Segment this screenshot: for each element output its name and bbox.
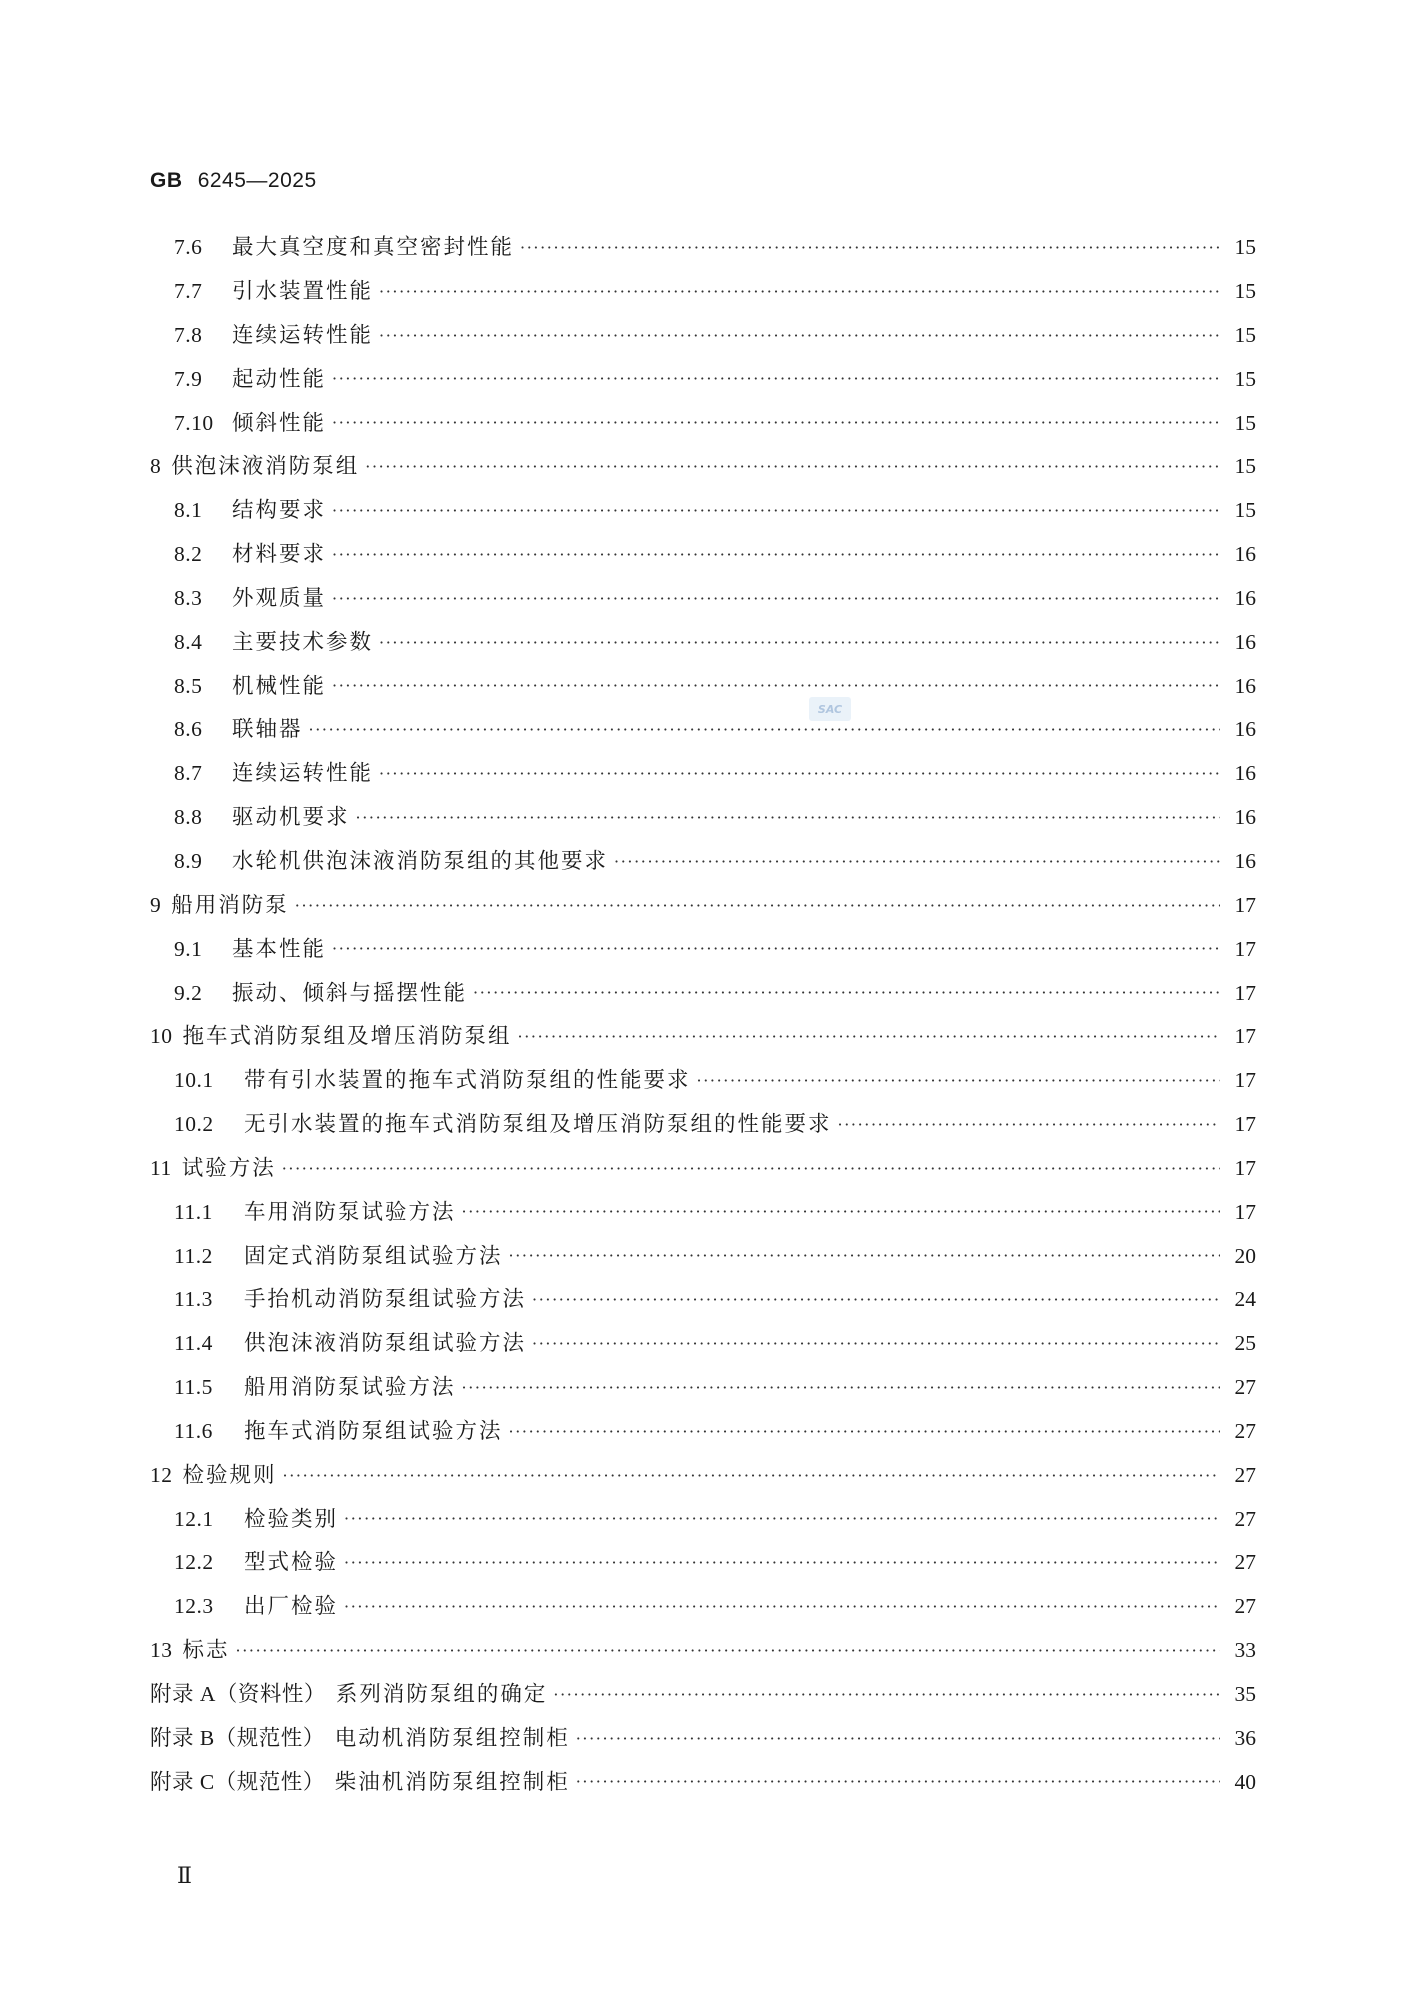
toc-entry-number: 11.1: [174, 1199, 213, 1224]
toc-entry[interactable]: [150, 928, 1256, 972]
toc-entry[interactable]: [150, 577, 1256, 621]
toc-entry-number: 12.2: [174, 1550, 214, 1575]
toc-entry-title: 带有引水装置的拖车式消防泵组的性能要求: [244, 1068, 691, 1094]
toc-entry[interactable]: [150, 796, 1256, 840]
toc-entry-page: 15: [1234, 454, 1256, 479]
toc-entry-title: 拖车式消防泵组试验方法: [244, 1418, 503, 1444]
toc-entry-number: 11.2: [174, 1243, 213, 1268]
toc-dot-leader: [379, 766, 1220, 782]
toc-entry-title: 最大真空度和真空密封性能: [232, 235, 515, 261]
toc-dot-leader: [344, 1599, 1220, 1615]
toc-dot-leader: [332, 503, 1220, 519]
toc-entry-page: 17: [1234, 1024, 1256, 1049]
toc-entry-page: 16: [1234, 629, 1256, 654]
toc-entry-page: 16: [1234, 585, 1256, 610]
toc-entry-page: 15: [1234, 498, 1256, 523]
toc-entry-page: 16: [1234, 542, 1256, 567]
toc-entry-page: 15: [1234, 366, 1256, 391]
toc-entry-number: 8.7: [174, 761, 203, 786]
toc-entry-number: 11.4: [174, 1331, 213, 1356]
toc-entry-page: 27: [1234, 1550, 1256, 1575]
toc-dot-leader: [697, 1073, 1220, 1089]
toc-dot-leader: [576, 1774, 1220, 1790]
toc-entry-page: 40: [1234, 1769, 1256, 1794]
toc-entry[interactable]: [150, 1059, 1256, 1103]
toc-dot-leader: [379, 635, 1220, 651]
toc-entry-page: 16: [1234, 717, 1256, 742]
toc-dot-leader: [356, 810, 1220, 826]
toc-entry-number: 10: [150, 1024, 173, 1049]
toc-dot-leader: [576, 1731, 1220, 1747]
toc-entry[interactable]: [150, 1454, 1256, 1498]
toc-entry[interactable]: [150, 1366, 1256, 1410]
toc-dot-leader: [332, 547, 1220, 563]
toc-entry-number: 7.8: [174, 322, 203, 347]
toc-entry-page: 16: [1234, 848, 1256, 873]
toc-entry-page: 27: [1234, 1506, 1256, 1531]
toc-entry-number: 9.2: [174, 980, 203, 1005]
toc-entry-title: 水轮机供泡沫液消防泵组的其他要求: [232, 848, 609, 874]
toc-entry-page: 27: [1234, 1462, 1256, 1487]
toc-entry[interactable]: [150, 401, 1256, 445]
toc-entry-page: 25: [1234, 1331, 1256, 1356]
toc-dot-leader: [532, 1336, 1220, 1352]
toc-entry-number: 8.3: [174, 585, 203, 610]
toc-entry-page: 17: [1234, 1112, 1256, 1137]
toc-entry[interactable]: [150, 1410, 1256, 1454]
toc-entry-page: 17: [1234, 1068, 1256, 1093]
toc-entry-title: 拖车式消防泵组及增压消防泵组: [182, 1024, 512, 1050]
toc-entry-number: 12: [150, 1462, 173, 1487]
toc-entry[interactable]: [150, 1322, 1256, 1366]
toc-entry-number: 11.5: [174, 1375, 213, 1400]
toc-dot-leader: [473, 985, 1220, 1001]
toc-entry-number: 8.1: [174, 498, 203, 523]
toc-entry[interactable]: [150, 752, 1256, 796]
toc-entry-title: 驱动机要求: [232, 805, 350, 831]
toc-entry-title: 试验方法: [181, 1155, 276, 1181]
table-of-contents: [150, 226, 1256, 1804]
toc-entry-title: 机械性能: [232, 673, 327, 699]
toc-entry-number: 8.4: [174, 629, 203, 654]
toc-entry-page: 24: [1234, 1287, 1256, 1312]
toc-entry[interactable]: [150, 1103, 1256, 1147]
toc-dot-leader: [283, 1468, 1220, 1484]
toc-entry-title: 检验类别: [244, 1506, 339, 1532]
toc-entry-number: 7.6: [174, 235, 203, 260]
toc-entry[interactable]: [150, 1629, 1256, 1673]
toc-entry-number: 8.2: [174, 542, 203, 567]
toc-entry-number: 11: [150, 1155, 172, 1180]
toc-entry-title: 系列消防泵组的确定: [335, 1682, 548, 1708]
toc-entry-page: 17: [1234, 1155, 1256, 1180]
standard-number: 6245—2025: [197, 169, 317, 192]
toc-dot-leader: [518, 1029, 1220, 1045]
toc-entry-number: 11.3: [174, 1287, 213, 1312]
toc-entry-page: 15: [1234, 410, 1256, 435]
toc-entry-page: 15: [1234, 322, 1256, 347]
toc-dot-leader: [236, 1643, 1220, 1659]
toc-entry-page: 17: [1234, 980, 1256, 1005]
toc-dot-leader: [509, 1424, 1220, 1440]
standard-code: GB: [150, 169, 183, 192]
toc-entry-title: 结构要求: [232, 498, 327, 524]
toc-entry[interactable]: [150, 226, 1256, 270]
toc-entry-number: 7.7: [174, 279, 203, 304]
toc-entry[interactable]: [150, 1015, 1256, 1059]
toc-entry-title: 供泡沫液消防泵组: [171, 454, 360, 480]
toc-entry-page: 20: [1234, 1243, 1256, 1268]
toc-entry-page: 35: [1234, 1682, 1256, 1707]
page-number: Ⅱ: [177, 1863, 192, 1888]
toc-dot-leader: [379, 284, 1220, 300]
toc-entry[interactable]: [150, 533, 1256, 577]
toc-dot-leader: [520, 240, 1220, 256]
toc-entry-number: 9: [150, 892, 162, 917]
toc-entry-number: 附录 C（规范性）: [150, 1769, 325, 1794]
toc-entry-title: 出厂检验: [244, 1594, 339, 1620]
toc-entry-title: 固定式消防泵组试验方法: [244, 1243, 503, 1269]
toc-entry-number: 12.1: [174, 1506, 214, 1531]
toc-dot-leader: [282, 1161, 1220, 1177]
toc-dot-leader: [332, 678, 1220, 694]
toc-entry-page: 17: [1234, 892, 1256, 917]
toc-entry-title: 倾斜性能: [232, 410, 327, 436]
toc-entry[interactable]: [150, 884, 1256, 928]
toc-entry-number: 8.5: [174, 673, 203, 698]
toc-entry-number: 8.8: [174, 805, 203, 830]
toc-entry-title: 手抬机动消防泵组试验方法: [244, 1287, 527, 1313]
toc-dot-leader: [295, 898, 1220, 914]
document-header: [150, 168, 317, 193]
toc-entry-number: 附录 B（规范性）: [150, 1725, 325, 1750]
toc-entry-number: 10.1: [174, 1068, 214, 1093]
toc-entry[interactable]: [150, 664, 1256, 708]
toc-entry-number: 8.9: [174, 848, 203, 873]
toc-entry-page: 36: [1234, 1725, 1256, 1750]
toc-dot-leader: [838, 1117, 1220, 1133]
toc-entry-title: 材料要求: [232, 542, 327, 568]
toc-entry-page: 15: [1234, 279, 1256, 304]
toc-entry-page: 17: [1234, 1199, 1256, 1224]
toc-entry[interactable]: [150, 445, 1256, 489]
toc-entry[interactable]: [150, 1761, 1256, 1805]
toc-entry[interactable]: [150, 1585, 1256, 1629]
toc-entry[interactable]: [150, 270, 1256, 314]
sac-watermark: SAC: [809, 697, 851, 721]
toc-entry-title: 起动性能: [232, 366, 327, 392]
toc-dot-leader: [332, 415, 1220, 431]
toc-entry-title: 联轴器: [232, 717, 303, 743]
toc-entry-page: 15: [1234, 235, 1256, 260]
toc-entry[interactable]: [150, 840, 1256, 884]
toc-entry-title: 船用消防泵: [171, 892, 289, 918]
toc-dot-leader: [332, 941, 1220, 957]
toc-entry-number: 12.3: [174, 1594, 214, 1619]
toc-entry-title: 连续运转性能: [232, 322, 374, 348]
toc-entry[interactable]: [150, 358, 1256, 402]
toc-entry-title: 柴油机消防泵组控制柜: [334, 1769, 570, 1795]
toc-entry-title: 振动、倾斜与摇摆性能: [232, 980, 468, 1006]
toc-dot-leader: [379, 328, 1220, 344]
toc-entry-title: 外观质量: [232, 585, 327, 611]
toc-dot-leader: [344, 1511, 1220, 1527]
toc-entry[interactable]: [150, 621, 1256, 665]
toc-entry-page: 33: [1234, 1638, 1256, 1663]
toc-entry[interactable]: [150, 1541, 1256, 1585]
toc-dot-leader: [462, 1204, 1220, 1220]
toc-entry-page: 27: [1234, 1418, 1256, 1443]
toc-entry[interactable]: [150, 1234, 1256, 1278]
toc-entry[interactable]: [150, 1191, 1256, 1235]
toc-entry-page: 16: [1234, 673, 1256, 698]
toc-dot-leader: [553, 1687, 1220, 1703]
toc-entry-number: 13: [150, 1638, 173, 1663]
toc-dot-leader: [332, 371, 1220, 387]
toc-entry-number: 附录 A（资料性）: [150, 1682, 326, 1707]
toc-entry-number: 8.6: [174, 717, 203, 742]
toc-dot-leader: [614, 854, 1220, 870]
toc-dot-leader: [309, 722, 1220, 738]
toc-entry-number: 11.6: [174, 1418, 213, 1443]
toc-entry-title: 连续运转性能: [232, 761, 374, 787]
toc-entry[interactable]: [150, 1147, 1256, 1191]
toc-dot-leader: [332, 591, 1220, 607]
toc-entry-title: 供泡沫液消防泵组试验方法: [244, 1331, 527, 1357]
toc-dot-leader: [509, 1248, 1220, 1264]
toc-dot-leader: [365, 459, 1220, 475]
toc-entry-title: 主要技术参数: [232, 629, 374, 655]
toc-entry-title: 车用消防泵试验方法: [244, 1199, 456, 1225]
toc-entry[interactable]: [150, 708, 1256, 752]
toc-entry[interactable]: [150, 314, 1256, 358]
toc-entry-number: 9.1: [174, 936, 203, 961]
toc-entry[interactable]: [150, 1497, 1256, 1541]
toc-entry-page: 27: [1234, 1594, 1256, 1619]
toc-entry[interactable]: [150, 1278, 1256, 1322]
toc-entry[interactable]: [150, 1717, 1256, 1761]
toc-entry-page: 16: [1234, 761, 1256, 786]
toc-entry-number: 8: [150, 454, 162, 479]
toc-entry-number: 10.2: [174, 1112, 214, 1137]
toc-entry-page: 16: [1234, 805, 1256, 830]
toc-entry-title: 标志: [182, 1638, 230, 1664]
toc-dot-leader: [532, 1292, 1220, 1308]
toc-entry-title: 基本性能: [232, 936, 327, 962]
toc-entry-page: 27: [1234, 1375, 1256, 1400]
toc-entry[interactable]: [150, 971, 1256, 1015]
toc-entry-number: 7.10: [174, 410, 214, 435]
toc-entry-title: 型式检验: [244, 1550, 339, 1576]
toc-entry-title: 引水装置性能: [232, 279, 374, 305]
toc-entry[interactable]: [150, 489, 1256, 533]
toc-entry[interactable]: [150, 1673, 1256, 1717]
toc-dot-leader: [344, 1555, 1220, 1571]
toc-entry-title: 无引水装置的拖车式消防泵组及增压消防泵组的性能要求: [244, 1112, 832, 1138]
toc-entry-title: 电动机消防泵组控制柜: [334, 1725, 570, 1751]
toc-entry-page: 17: [1234, 936, 1256, 961]
toc-dot-leader: [462, 1380, 1220, 1396]
toc-entry-title: 检验规则: [182, 1462, 277, 1488]
toc-entry-title: 船用消防泵试验方法: [244, 1375, 456, 1401]
toc-entry-number: 7.9: [174, 366, 203, 391]
